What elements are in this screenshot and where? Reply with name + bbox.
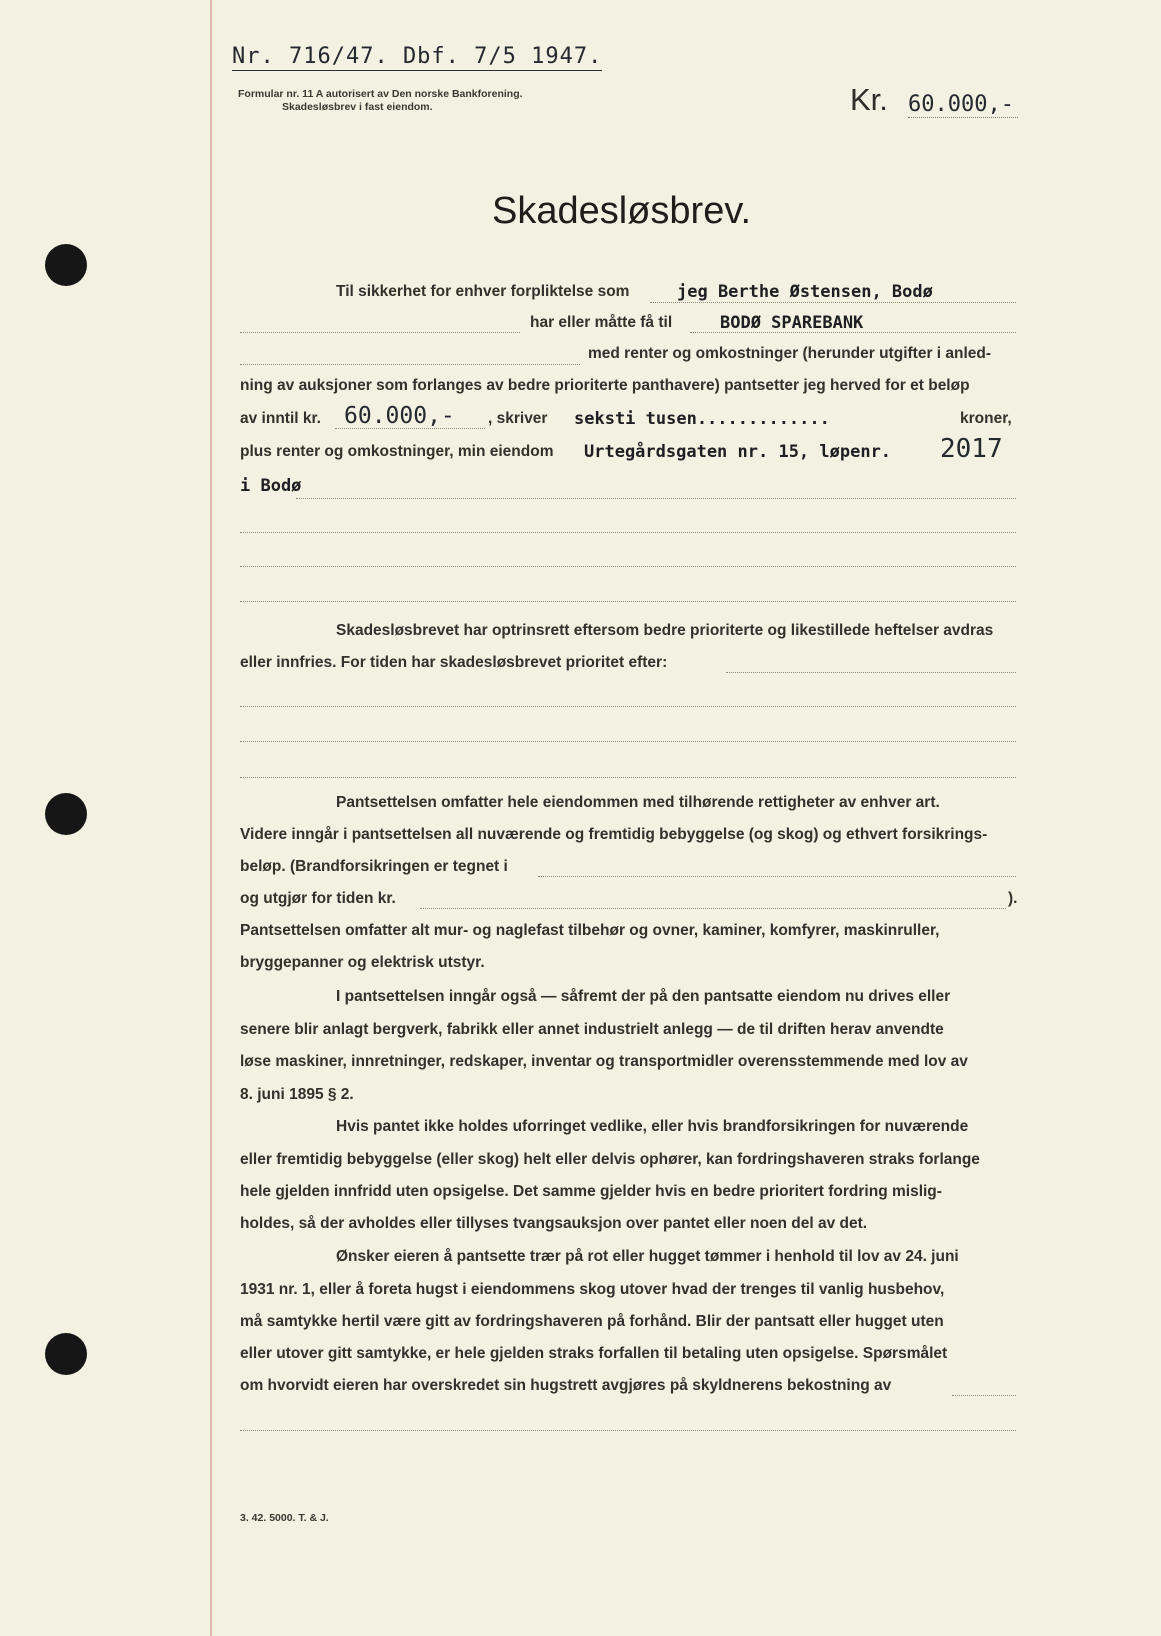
pledge-line-5b: , skriver — [488, 410, 548, 427]
forestry-line-5: om hvorvidt eieren har overskredet sin hugstrett avgjøres på skyldnerens bekostning av — [240, 1377, 892, 1394]
fill-line — [240, 777, 1016, 778]
industry-line-3: løse maskiner, innretninger, redskaper, inventar og transportmidler overensstemmende med lov av — [240, 1053, 968, 1070]
pledge-line-5c: kroner, — [960, 410, 1012, 427]
maintenance-line-3: hele gjelden innfridd uten opsigelse. Det samme gjelder hvis en bedre prioritert fordring mislig- — [240, 1183, 942, 1200]
registration-number: Nr. 716/47. Dbf. 7/5 1947. — [232, 44, 603, 69]
fill-line — [240, 741, 1016, 742]
maintenance-line-2: eller fremtidig bebyggelse (eller skog) helt eller delvis ophører, kan fordringshaveren straks forlange — [240, 1151, 980, 1168]
fill-line — [952, 1395, 1016, 1396]
creditor-name: BODØ SPAREBANK — [720, 313, 864, 333]
form-number-line: Formular nr. 11 A autorisert av Den norske Bankforening. — [238, 88, 523, 100]
fill-line — [240, 1430, 1016, 1431]
fill-line — [240, 532, 1016, 533]
scope-line-5: Pantsettelsen omfatter alt mur- og naglefast tilbehør og ovner, kaminer, komfyrer, maskinruller, — [240, 922, 940, 939]
print-code: 3. 42. 5000. T. & J. — [240, 1512, 329, 1524]
forestry-line-4: eller utover gitt samtykke, er hele gjelden straks forfallen til betaling uten opsigelse. Spørsmålet — [240, 1345, 948, 1362]
industry-line-4: 8. juni 1895 § 2. — [240, 1086, 354, 1103]
industry-line-2: senere blir anlagt bergverk, fabrikk eller annet industrielt anlegg — de til driften herav anvendte — [240, 1021, 944, 1038]
pledge-line-6: plus renter og omkostninger, min eiendom — [240, 443, 554, 460]
fill-line — [296, 498, 1016, 499]
forestry-line-2: 1931 nr. 1, eller å foreta hugst i eiendommens skog utover hvad der trenges til vanlig husbehov, — [240, 1281, 945, 1298]
fill-line — [240, 601, 1016, 602]
fill-line — [240, 332, 520, 333]
pledge-line-5a: av inntil kr. — [240, 410, 321, 427]
property-number-handwritten: 2017 — [940, 434, 1003, 464]
scope-line-4: og utgjør for tiden kr. — [240, 890, 396, 907]
maintenance-line-4: holdes, så der avholdes eller tillyses tvangsauksjon over pantet eller noen del av det. — [240, 1215, 868, 1232]
pledge-line-2: har eller måtte få til — [530, 314, 673, 331]
punch-hole — [45, 793, 87, 835]
pledge-amount-handwritten: 60.000,- — [344, 403, 455, 429]
scope-line-1: Pantsettelsen omfatter hele eiendommen med tilhørende rettigheter av enhver art. — [336, 794, 940, 811]
close-paren: ). — [1008, 890, 1018, 907]
forestry-line-3: må samtykke hertil være gitt av fordringshaveren på forhånd. Blir der pantsatt eller hugget uten — [240, 1313, 944, 1330]
fill-line — [650, 302, 1016, 303]
amount-prefix: Kr. — [850, 82, 888, 117]
scope-line-3: beløp. (Brandforsikringen er tegnet i — [240, 858, 508, 875]
maintenance-line-1: Hvis pantet ikke holdes uforringet vedlike, eller hvis brandforsikringen for nuværende — [336, 1118, 969, 1135]
pledger-name: jeg Berthe Østensen, Bodø — [677, 282, 933, 302]
scope-line-2: Videre inngår i pantsettelsen all nuværende og fremtidig bebyggelse (og skog) og ethvert forsikrings- — [240, 826, 988, 843]
fill-line — [420, 908, 1006, 909]
document-title: Skadesløsbrev. — [492, 190, 752, 232]
amount-in-words: seksti tusen............. — [574, 409, 830, 429]
fill-line — [726, 672, 1016, 673]
forestry-line-1: Ønsker eieren å pantsette trær på rot eller hugget tømmer i henhold til lov av 24. juni — [336, 1248, 959, 1265]
form-type-line: Skadesløsbrev i fast eiendom. — [282, 101, 433, 113]
scope-line-6: bryggepanner og elektrisk utstyr. — [240, 954, 485, 971]
fill-line — [240, 566, 1016, 567]
margin-rule — [210, 0, 212, 1636]
punch-hole — [45, 244, 87, 286]
fill-line — [240, 706, 1016, 707]
pledge-line-1: Til sikkerhet for enhver forpliktelse som — [336, 283, 630, 300]
priority-line-2: eller innfries. For tiden har skadesløsbrevet prioritet efter: — [240, 654, 668, 671]
punch-hole — [45, 1333, 87, 1375]
property-location: i Bodø — [240, 476, 302, 496]
priority-line-1: Skadesløsbrevet har optrinsrett eftersom bedre prioriterte og likestillede heftelser avdras — [336, 622, 994, 639]
industry-line-1: I pantsettelsen inngår også — såfremt der på den pantsatte eiendom nu drives eller — [336, 988, 951, 1005]
fill-line — [240, 364, 580, 365]
fill-line — [538, 876, 1016, 877]
pledge-line-3: med renter og omkostninger (herunder utgifter i anled- — [588, 345, 992, 362]
amount-handwritten: 60.000,- — [908, 92, 1018, 118]
property-address: Urtegårdsgaten nr. 15, løpenr. — [584, 442, 892, 462]
pledge-line-4: ning av auksjoner som forlanges av bedre prioriterte panthavere) pantsetter jeg herved for et beløp — [240, 377, 970, 394]
